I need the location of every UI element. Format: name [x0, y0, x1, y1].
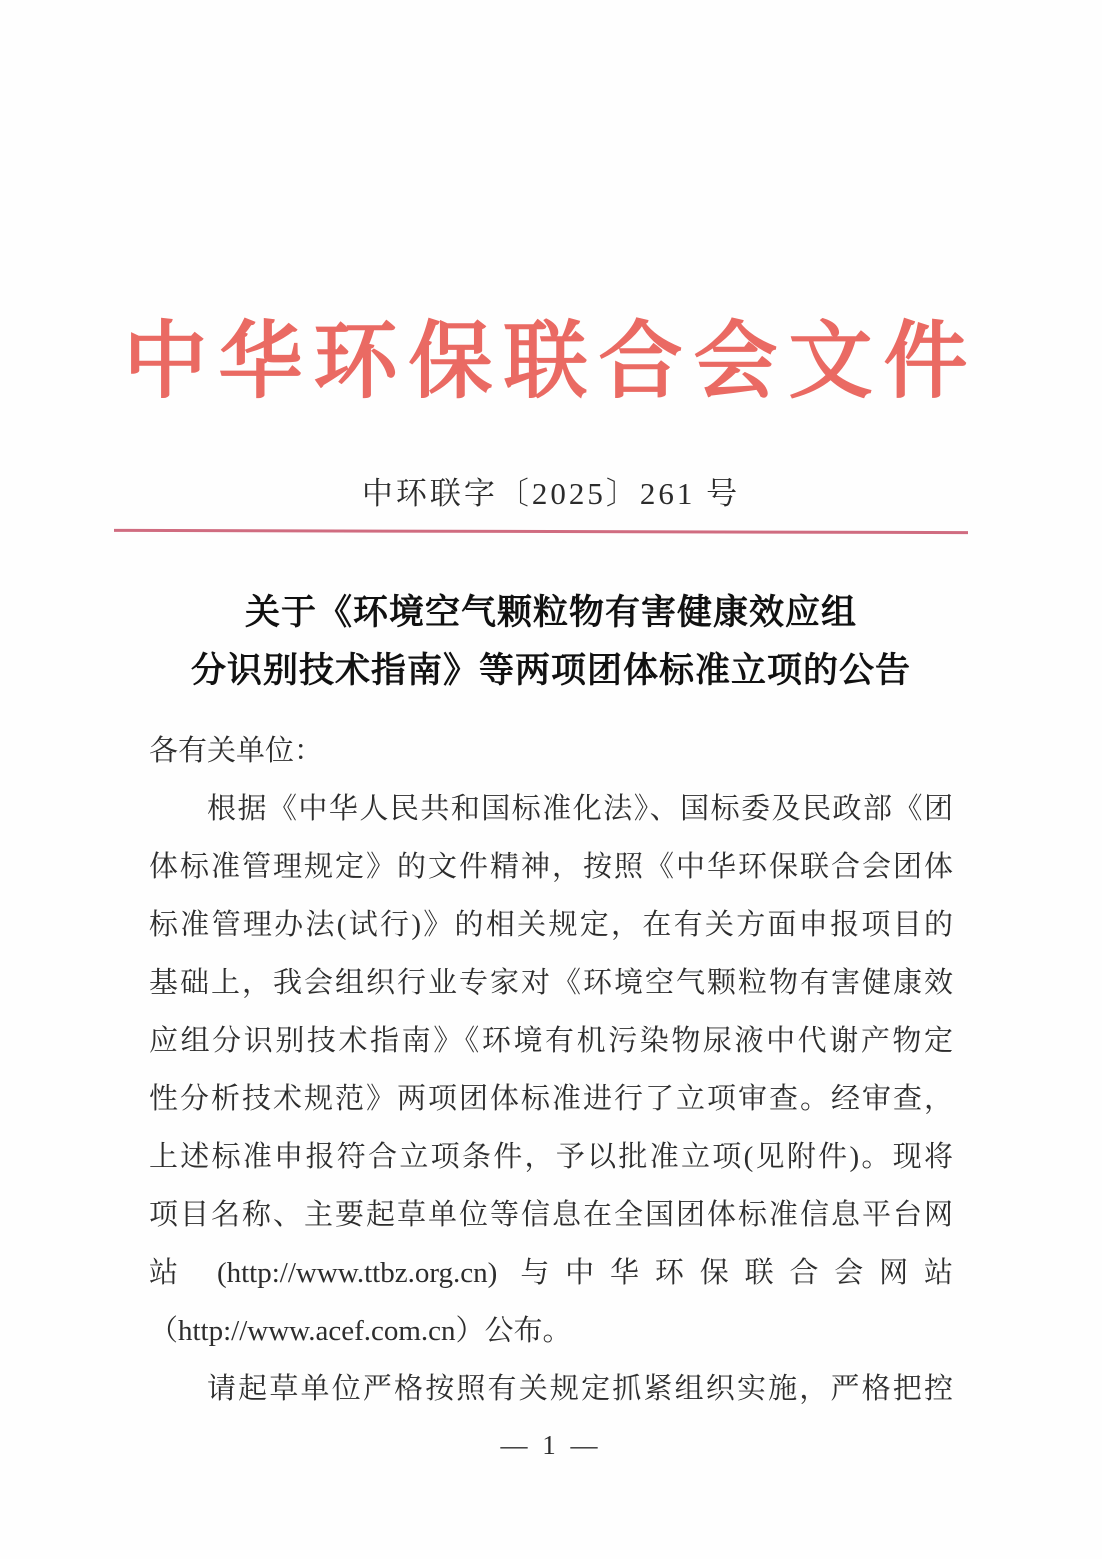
body-line: 性分析技术规范》两项团体标准进行了立项审查。经审查， — [149, 1083, 953, 1115]
document-body — [149, 722, 953, 1418]
body-line: 根据《中华人民共和国标准化法》、国标委及民政部《团 — [207, 793, 953, 825]
body-line: 应组分识别技术指南》《环境有机污染物尿液中代谢产物定 — [149, 1025, 953, 1057]
page-number: — 1 — — [500, 1430, 602, 1460]
red-divider-line — [114, 529, 968, 534]
notice-title-line-2: 分识别技术指南》等两项团体标准立项的公告 — [190, 651, 911, 690]
body-line: 项目名称、主要起草单位等信息在全国团体标准信息平台网 — [149, 1199, 953, 1231]
notice-title-line-1: 关于《环境空气颗粒物有害健康效应组 — [244, 593, 857, 632]
body-line: 基础上，我会组织行业专家对《环境空气颗粒物有害健康效 — [149, 967, 953, 999]
body-line: 站 (http://www.ttbz.org.cn) 与中华环保联合会网站 — [149, 1257, 953, 1289]
document-number: 中环联字〔2025〕261 号 — [361, 476, 741, 511]
body-line: 上述标准申报符合立项条件，予以批准立项(见附件)。现将 — [149, 1141, 953, 1173]
body-line: 体标准管理规定》的文件精神，按照《中华环保联合会团体 — [149, 851, 953, 883]
body-line-salutation: 各有关单位： — [149, 735, 324, 767]
org-header-title: 中华环保联合会文件 — [123, 316, 979, 409]
body-line: （http://www.acef.com.cn）公布。 — [149, 1315, 572, 1347]
body-line: 标准管理办法(试行)》的相关规定，在有关方面申报项目的 — [149, 909, 953, 941]
body-line: 请起草单位严格按照有关规定抓紧组织实施，严格把控 — [207, 1373, 953, 1405]
notice-title — [0, 584, 1102, 700]
